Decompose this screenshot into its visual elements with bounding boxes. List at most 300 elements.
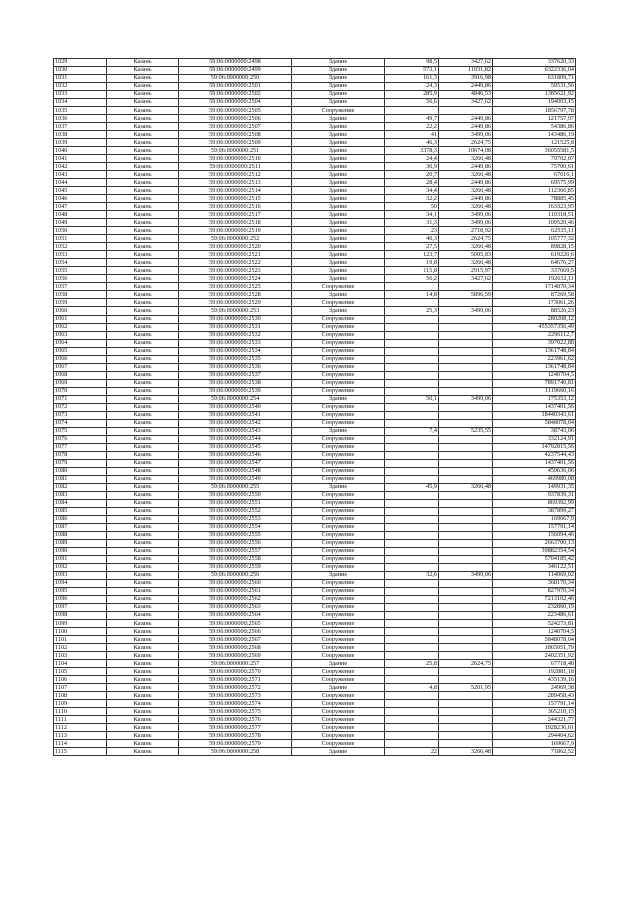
cell-area (385, 612, 439, 620)
cell-object-type: Сооружение (292, 315, 385, 323)
cell-unit-value (439, 451, 493, 459)
cell-area (385, 716, 439, 724)
cell-cadastral-number: 59:06:0000000:2507 (179, 123, 292, 131)
table-row (54, 644, 576, 652)
cell-unit-value: 3499,06 (439, 219, 493, 227)
cell-object-type: Сооружение (292, 411, 385, 419)
cell-cadastral-number: 59:06:0000000:2531 (179, 323, 292, 331)
cell-cadastral-value: 1240704,5 (493, 628, 576, 636)
cell-area (385, 435, 439, 443)
cell-area: 34,4 (385, 187, 439, 195)
cell-row-number: 1035 (54, 107, 107, 115)
cell-area (385, 700, 439, 708)
table-row (54, 555, 576, 563)
cell-cadastral-value: 435139,16 (493, 676, 576, 684)
cell-object-type: Здание (292, 155, 385, 163)
cell-area (385, 491, 439, 499)
cell-cadastral-value: 827970,34 (493, 588, 576, 596)
table-row (54, 83, 576, 91)
cell-city: Казань (107, 628, 179, 636)
table-row (54, 547, 576, 555)
cell-row-number: 1029 (54, 59, 107, 67)
cell-unit-value (439, 580, 493, 588)
cell-unit-value (439, 467, 493, 475)
cell-object-type: Здание (292, 67, 385, 75)
cell-city: Казань (107, 163, 179, 171)
cell-area (385, 355, 439, 363)
cell-city: Казань (107, 636, 179, 644)
cell-unit-value: 3427,62 (439, 59, 493, 67)
cell-city: Казань (107, 740, 179, 748)
cell-object-type: Здание (292, 139, 385, 147)
table-row (54, 596, 576, 604)
cell-row-number: 1034 (54, 99, 107, 107)
table-row (54, 515, 576, 523)
cell-row-number: 1096 (54, 596, 107, 604)
cell-cadastral-number: 59:06:0000000:2522 (179, 259, 292, 267)
cell-cadastral-value: 1856797,78 (493, 107, 576, 115)
cell-city: Казань (107, 355, 179, 363)
cell-cadastral-value: 59531,56 (493, 83, 576, 91)
cell-cadastral-value: 619220,6 (493, 251, 576, 259)
cell-area (385, 740, 439, 748)
cell-object-type: Здание (292, 748, 385, 756)
cell-area (385, 531, 439, 539)
cell-cadastral-value: 24969,38 (493, 684, 576, 692)
cell-cadastral-value: 244321,77 (493, 716, 576, 724)
cell-row-number: 1076 (54, 435, 107, 443)
cell-cadastral-number: 59:06:0000000:2572 (179, 684, 292, 692)
cell-object-type: Здание (292, 227, 385, 235)
cell-unit-value: 3266,48 (439, 187, 493, 195)
cell-object-type: Сооружение (292, 331, 385, 339)
cell-object-type: Сооружение (292, 724, 385, 732)
cell-city: Казань (107, 676, 179, 684)
cell-area (385, 580, 439, 588)
cell-unit-value: 5201,95 (439, 684, 493, 692)
cell-object-type: Сооружение (292, 692, 385, 700)
cell-row-number: 1046 (54, 195, 107, 203)
cell-row-number: 1039 (54, 139, 107, 147)
cell-object-type: Здание (292, 395, 385, 403)
cell-object-type: Сооружение (292, 107, 385, 115)
cell-unit-value (439, 716, 493, 724)
cell-cadastral-number: 59:06:0000000:2570 (179, 668, 292, 676)
cell-unit-value: 2915,97 (439, 267, 493, 275)
cell-city: Казань (107, 467, 179, 475)
cell-row-number: 1097 (54, 604, 107, 612)
table-row (54, 483, 576, 491)
cell-object-type: Сооружение (292, 451, 385, 459)
cell-city: Казань (107, 604, 179, 612)
cell-object-type: Здание (292, 275, 385, 283)
cell-cadastral-value: 5848078,04 (493, 419, 576, 427)
cell-object-type: Сооружение (292, 379, 385, 387)
cell-row-number: 1041 (54, 155, 107, 163)
cell-city: Казань (107, 107, 179, 115)
cell-row-number: 1033 (54, 91, 107, 99)
cell-object-type: Сооружение (292, 628, 385, 636)
cell-area: 20,7 (385, 171, 439, 179)
cell-cadastral-value: 18440343,61 (493, 411, 576, 419)
cell-city: Казань (107, 684, 179, 692)
table-row (54, 339, 576, 347)
cell-row-number: 1075 (54, 427, 107, 435)
cell-city: Казань (107, 523, 179, 531)
cell-row-number: 1050 (54, 227, 107, 235)
cell-object-type: Сооружение (292, 371, 385, 379)
cell-city: Казань (107, 411, 179, 419)
cell-unit-value (439, 700, 493, 708)
cell-city: Казань (107, 227, 179, 235)
cell-row-number: 1044 (54, 179, 107, 187)
table-row (54, 59, 576, 67)
cell-city: Казань (107, 547, 179, 555)
table-row (54, 684, 576, 692)
table-row (54, 668, 576, 676)
cell-city: Казань (107, 644, 179, 652)
cell-row-number: 1109 (54, 700, 107, 708)
cell-city: Казань (107, 251, 179, 259)
cell-area (385, 283, 439, 291)
cell-cadastral-value: 387899,27 (493, 507, 576, 515)
cell-city: Казань (107, 724, 179, 732)
cell-city: Казань (107, 459, 179, 467)
cell-cadastral-value: 79702,07 (493, 155, 576, 163)
table-row (54, 732, 576, 740)
cell-city: Казань (107, 363, 179, 371)
table-row (54, 219, 576, 227)
cell-row-number: 1053 (54, 251, 107, 259)
cell-cadastral-number: 59:06:0000000:2554 (179, 523, 292, 531)
cell-area: 24,3 (385, 83, 439, 91)
cell-cadastral-value: 280208,12 (493, 315, 576, 323)
register-table-body (54, 59, 576, 756)
cell-area: 98,5 (385, 59, 439, 67)
table-row (54, 131, 576, 139)
cell-unit-value (439, 724, 493, 732)
cell-city: Казань (107, 259, 179, 267)
cell-city: Казань (107, 179, 179, 187)
cell-object-type: Сооружение (292, 732, 385, 740)
cell-object-type: Здание (292, 75, 385, 83)
cell-cadastral-number: 59:06:0000000:2545 (179, 443, 292, 451)
cell-row-number: 1101 (54, 636, 107, 644)
cell-object-type: Здание (292, 243, 385, 251)
cell-object-type: Здание (292, 91, 385, 99)
cell-city: Казань (107, 187, 179, 195)
cell-cadastral-value: 337669,5 (493, 267, 576, 275)
cell-cadastral-value: 88526,23 (493, 307, 576, 315)
cell-cadastral-number: 59:06:0000000:253 (179, 307, 292, 315)
cell-area: 4,8 (385, 684, 439, 692)
cell-row-number: 1055 (54, 267, 107, 275)
cell-city: Казань (107, 291, 179, 299)
cell-unit-value: 3266,48 (439, 171, 493, 179)
cell-unit-value: 3266,48 (439, 155, 493, 163)
cell-city: Казань (107, 539, 179, 547)
cell-object-type: Здание (292, 147, 385, 155)
cell-object-type: Сооружение (292, 443, 385, 451)
cell-unit-value (439, 628, 493, 636)
table-row (54, 67, 576, 75)
cell-cadastral-value: 14792815,56 (493, 443, 576, 451)
cell-area: 19,8 (385, 259, 439, 267)
cell-city: Казань (107, 580, 179, 588)
cell-object-type: Здание (292, 195, 385, 203)
table-row (54, 507, 576, 515)
cell-city: Казань (107, 692, 179, 700)
cell-row-number: 1045 (54, 187, 107, 195)
cell-unit-value (439, 331, 493, 339)
cell-cadastral-number: 59:06:0000000:2553 (179, 515, 292, 523)
table-row (54, 179, 576, 187)
table-row (54, 107, 576, 115)
cell-cadastral-number: 59:06:0000000:2518 (179, 219, 292, 227)
cell-cadastral-value: 397022,88 (493, 339, 576, 347)
cell-cadastral-value: 1119660,16 (493, 387, 576, 395)
cell-unit-value (439, 371, 493, 379)
table-row (54, 467, 576, 475)
table-row (54, 115, 576, 123)
cell-unit-value (439, 491, 493, 499)
cell-object-type: Здание (292, 219, 385, 227)
table-row (54, 203, 576, 211)
cell-object-type: Сооружение (292, 403, 385, 411)
cell-city: Казань (107, 219, 179, 227)
table-row (54, 724, 576, 732)
cell-object-type: Здание (292, 307, 385, 315)
cell-row-number: 1071 (54, 395, 107, 403)
cell-object-type: Здание (292, 115, 385, 123)
cell-object-type: Сооружение (292, 515, 385, 523)
cell-unit-value: 2624,75 (439, 139, 493, 147)
table-row (54, 163, 576, 171)
table-row (54, 612, 576, 620)
cell-object-type: Здание (292, 291, 385, 299)
cell-cadastral-value: 455357356,49 (493, 323, 576, 331)
cell-cadastral-number: 59:06:0000000:2574 (179, 700, 292, 708)
cell-cadastral-value: 87269,58 (493, 291, 576, 299)
cell-object-type: Здание (292, 684, 385, 692)
cell-object-type: Сооружение (292, 339, 385, 347)
table-row (54, 403, 576, 411)
cell-unit-value (439, 604, 493, 612)
cell-cadastral-number: 59:06:0000000:2561 (179, 588, 292, 596)
cell-cadastral-number: 59:06:0000000:2537 (179, 371, 292, 379)
cell-city: Казань (107, 732, 179, 740)
property-register-table (53, 58, 576, 756)
cell-object-type: Здание (292, 171, 385, 179)
cell-row-number: 1085 (54, 507, 107, 515)
cell-city: Казань (107, 99, 179, 107)
cell-cadastral-number: 59:06:0000000:2516 (179, 203, 292, 211)
cell-unit-value: 2624,75 (439, 235, 493, 243)
cell-cadastral-number: 59:06:0000000:2508 (179, 131, 292, 139)
cell-cadastral-value: 5848078,04 (493, 636, 576, 644)
cell-area: 573,1 (385, 67, 439, 75)
cell-area (385, 443, 439, 451)
cell-area: 23 (385, 227, 439, 235)
cell-object-type: Сооружение (292, 299, 385, 307)
cell-area: 22 (385, 748, 439, 756)
cell-cadastral-value: 75700,61 (493, 163, 576, 171)
table-row (54, 195, 576, 203)
cell-unit-value (439, 692, 493, 700)
cell-row-number: 1095 (54, 588, 107, 596)
table-row (54, 291, 576, 299)
cell-cadastral-number: 59:06:0000000:2543 (179, 427, 292, 435)
cell-unit-value (439, 612, 493, 620)
table-row (54, 235, 576, 243)
cell-area (385, 588, 439, 596)
cell-unit-value (439, 539, 493, 547)
cell-city: Казань (107, 131, 179, 139)
cell-unit-value (439, 499, 493, 507)
table-row (54, 588, 576, 596)
cell-city: Казань (107, 491, 179, 499)
cell-unit-value (439, 387, 493, 395)
cell-unit-value: 3499,06 (439, 211, 493, 219)
cell-cadastral-value: 157791,14 (493, 700, 576, 708)
cell-city: Казань (107, 531, 179, 539)
cell-cadastral-number: 59:06:0000000:2499 (179, 67, 292, 75)
cell-row-number: 1052 (54, 243, 107, 251)
cell-cadastral-value: 156094,46 (493, 531, 576, 539)
cell-city: Казань (107, 139, 179, 147)
cell-object-type: Здание (292, 235, 385, 243)
table-row (54, 435, 576, 443)
table-row (54, 299, 576, 307)
cell-area (385, 620, 439, 628)
cell-cadastral-value: 232860,19 (493, 604, 576, 612)
cell-object-type: Здание (292, 259, 385, 267)
cell-unit-value: 2449,86 (439, 163, 493, 171)
table-row (54, 580, 576, 588)
table-row (54, 347, 576, 355)
cell-cadastral-number: 59:06:0000000:257 (179, 660, 292, 668)
cell-unit-value: 3499,06 (439, 307, 493, 315)
cell-cadastral-value: 149931,35 (493, 483, 576, 491)
cell-area (385, 668, 439, 676)
cell-cadastral-number: 59:06:0000000:2559 (179, 563, 292, 571)
cell-area (385, 475, 439, 483)
cell-city: Казань (107, 267, 179, 275)
cell-object-type: Сооружение (292, 740, 385, 748)
cell-city: Казань (107, 155, 179, 163)
cell-unit-value: 3499,06 (439, 395, 493, 403)
cell-area (385, 315, 439, 323)
cell-cadastral-value: 143486,19 (493, 131, 576, 139)
cell-row-number: 1074 (54, 419, 107, 427)
cell-cadastral-value: 194003,15 (493, 99, 576, 107)
cell-unit-value: 2449,86 (439, 83, 493, 91)
cell-cadastral-value: 169667,9 (493, 740, 576, 748)
table-row (54, 740, 576, 748)
cell-unit-value (439, 596, 493, 604)
cell-unit-value: 2624,75 (439, 660, 493, 668)
table-row (54, 187, 576, 195)
cell-cadastral-number: 59:06:0000000:2562 (179, 596, 292, 604)
cell-unit-value (439, 636, 493, 644)
cell-row-number: 1087 (54, 523, 107, 531)
cell-object-type: Сооружение (292, 475, 385, 483)
table-row (54, 91, 576, 99)
cell-unit-value: 5005,83 (439, 251, 493, 259)
cell-row-number: 1078 (54, 451, 107, 459)
cell-area (385, 547, 439, 555)
cell-cadastral-value: 192632,11 (493, 275, 576, 283)
cell-area (385, 499, 439, 507)
cell-unit-value (439, 107, 493, 115)
cell-cadastral-number: 59:06:0000000:2547 (179, 459, 292, 467)
cell-object-type: Здание (292, 163, 385, 171)
cell-row-number: 1065 (54, 347, 107, 355)
table-row (54, 628, 576, 636)
cell-object-type: Сооружение (292, 323, 385, 331)
cell-cadastral-value: 105777,32 (493, 235, 576, 243)
cell-cadastral-number: 59:06:0000000:2573 (179, 692, 292, 700)
cell-cadastral-value: 1437401,56 (493, 403, 576, 411)
cell-unit-value (439, 379, 493, 387)
cell-city: Казань (107, 483, 179, 491)
cell-city: Казань (107, 83, 179, 91)
cell-cadastral-value: 169667,9 (493, 515, 576, 523)
cell-cadastral-number: 59:06:0000000:258 (179, 748, 292, 756)
cell-city: Казань (107, 716, 179, 724)
cell-cadastral-value: 112366,85 (493, 187, 576, 195)
cell-row-number: 1077 (54, 443, 107, 451)
cell-city: Казань (107, 91, 179, 99)
cell-cadastral-value: 38743,06 (493, 427, 576, 435)
table-row (54, 315, 576, 323)
cell-area (385, 628, 439, 636)
cell-row-number: 1068 (54, 371, 107, 379)
cell-area (385, 339, 439, 347)
cell-object-type: Сооружение (292, 604, 385, 612)
cell-unit-value: 2449,86 (439, 179, 493, 187)
cell-unit-value (439, 708, 493, 716)
cell-cadastral-number: 59:06:0000000:2571 (179, 676, 292, 684)
cell-row-number: 1036 (54, 115, 107, 123)
cell-city: Казань (107, 283, 179, 291)
cell-unit-value (439, 732, 493, 740)
cell-cadastral-number: 59:06:0000000:2533 (179, 339, 292, 347)
table-row (54, 620, 576, 628)
cell-area: 50 (385, 203, 439, 211)
cell-unit-value (439, 435, 493, 443)
cell-row-number: 1038 (54, 131, 107, 139)
cell-cadastral-value: 67616,1 (493, 171, 576, 179)
cell-cadastral-value: 223961,62 (493, 355, 576, 363)
cell-cadastral-number: 59:06:0000000:2529 (179, 299, 292, 307)
cell-unit-value (439, 459, 493, 467)
cell-cadastral-value: 2296112,7 (493, 331, 576, 339)
table-row (54, 227, 576, 235)
table-row (54, 395, 576, 403)
cell-row-number: 1114 (54, 740, 107, 748)
cell-object-type: Сооружение (292, 612, 385, 620)
cell-area: 56,2 (385, 275, 439, 283)
cell-city: Казань (107, 171, 179, 179)
cell-object-type: Сооружение (292, 387, 385, 395)
cell-city: Казань (107, 315, 179, 323)
cell-row-number: 1104 (54, 660, 107, 668)
cell-cadastral-value: 368170,34 (493, 580, 576, 588)
cell-object-type: Здание (292, 267, 385, 275)
cell-area (385, 379, 439, 387)
cell-object-type: Здание (292, 59, 385, 67)
